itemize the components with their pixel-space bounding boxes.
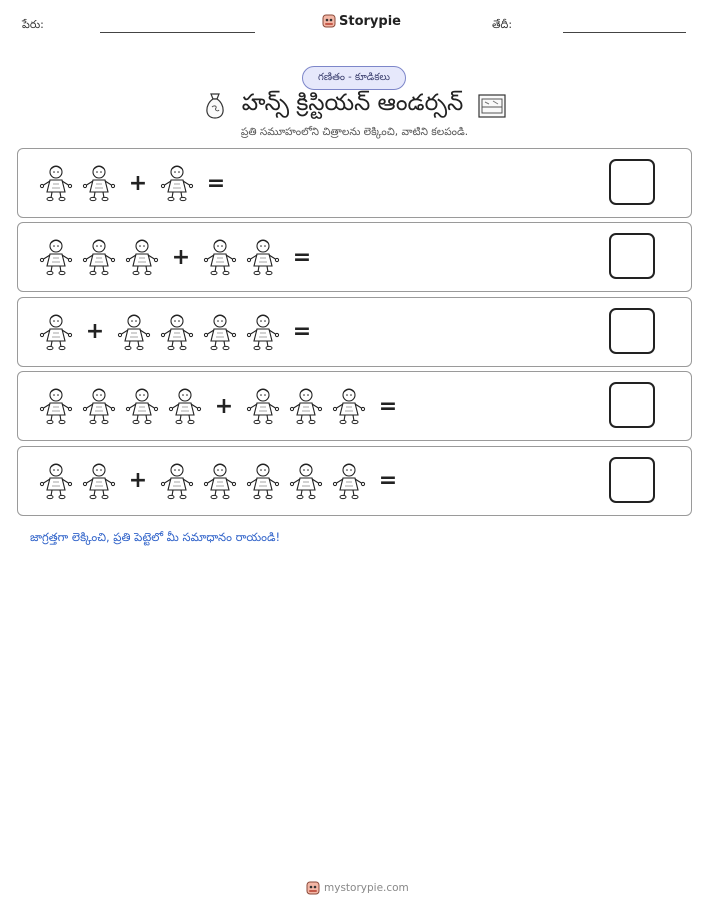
child-figure-icon [116, 313, 152, 351]
answer-box[interactable] [609, 382, 655, 428]
problem-row [17, 222, 692, 292]
child-figure-icon [202, 313, 238, 351]
child-figure-icon [81, 387, 117, 425]
name-label: పేరు: [22, 18, 44, 31]
problem-row [17, 371, 692, 441]
child-figure-icon [159, 462, 195, 500]
date-line[interactable] [563, 32, 686, 33]
plus-sign: + [85, 319, 105, 345]
storypie-logo-icon [322, 13, 336, 29]
answer-box[interactable] [609, 308, 655, 354]
child-figure-icon [124, 238, 160, 276]
equals-sign: = [292, 244, 312, 270]
storypie-logo-icon [306, 880, 320, 896]
date-label: తేదీ: [492, 18, 513, 31]
subject-tag: గణితం - కూడికలు [302, 66, 406, 90]
child-figure-icon [81, 462, 117, 500]
brand [322, 13, 401, 29]
name-line[interactable] [100, 32, 255, 33]
child-figure-icon [331, 387, 367, 425]
child-figure-icon [38, 387, 74, 425]
child-figure-icon [245, 462, 281, 500]
title-row [0, 90, 709, 122]
child-figure-icon [245, 387, 281, 425]
footer-note: జాగ్రత్తగా లెక్కించి, ప్రతి పెట్టెలో మీ సమాధానం రాయండి! [30, 530, 281, 544]
addition-expression [38, 149, 230, 217]
child-figure-icon [331, 462, 367, 500]
page-title: హన్స్ క్రిస్టియన్ ఆండర్సన్ [241, 90, 464, 116]
child-figure-icon [38, 238, 74, 276]
child-figure-icon [288, 387, 324, 425]
addition-expression [38, 372, 402, 440]
problem-row [17, 446, 692, 516]
problem-row [17, 148, 692, 218]
site-url: mystorypie.com [324, 882, 409, 894]
child-figure-icon [288, 462, 324, 500]
plus-sign: + [214, 393, 234, 419]
site-footer [306, 880, 409, 896]
child-figure-icon [38, 164, 74, 202]
child-figure-icon [202, 462, 238, 500]
child-figure-icon [245, 238, 281, 276]
answer-box[interactable] [609, 233, 655, 279]
instructions: ప్రతి సమూహంలోని చిత్రాలను లెక్కించి, వాటిని కలపండి. [240, 126, 469, 138]
answer-box[interactable] [609, 457, 655, 503]
equals-sign: = [378, 468, 398, 494]
child-figure-icon [245, 313, 281, 351]
child-figure-icon [38, 313, 74, 351]
equals-sign: = [378, 393, 398, 419]
plus-sign: + [128, 170, 148, 196]
money-bag-icon [202, 91, 228, 121]
child-figure-icon [202, 238, 238, 276]
addition-expression [38, 298, 316, 366]
addition-expression [38, 447, 402, 515]
problem-row [17, 297, 692, 367]
bed-icon [477, 92, 507, 120]
equals-sign: = [206, 170, 226, 196]
addition-expression [38, 223, 316, 291]
child-figure-icon [81, 238, 117, 276]
child-figure-icon [81, 164, 117, 202]
child-figure-icon [159, 164, 195, 202]
child-figure-icon [124, 387, 160, 425]
plus-sign: + [171, 244, 191, 270]
child-figure-icon [159, 313, 195, 351]
child-figure-icon [167, 387, 203, 425]
child-figure-icon [38, 462, 74, 500]
answer-box[interactable] [609, 159, 655, 205]
equals-sign: = [292, 319, 312, 345]
brand-name: Storypie [339, 13, 401, 29]
plus-sign: + [128, 468, 148, 494]
